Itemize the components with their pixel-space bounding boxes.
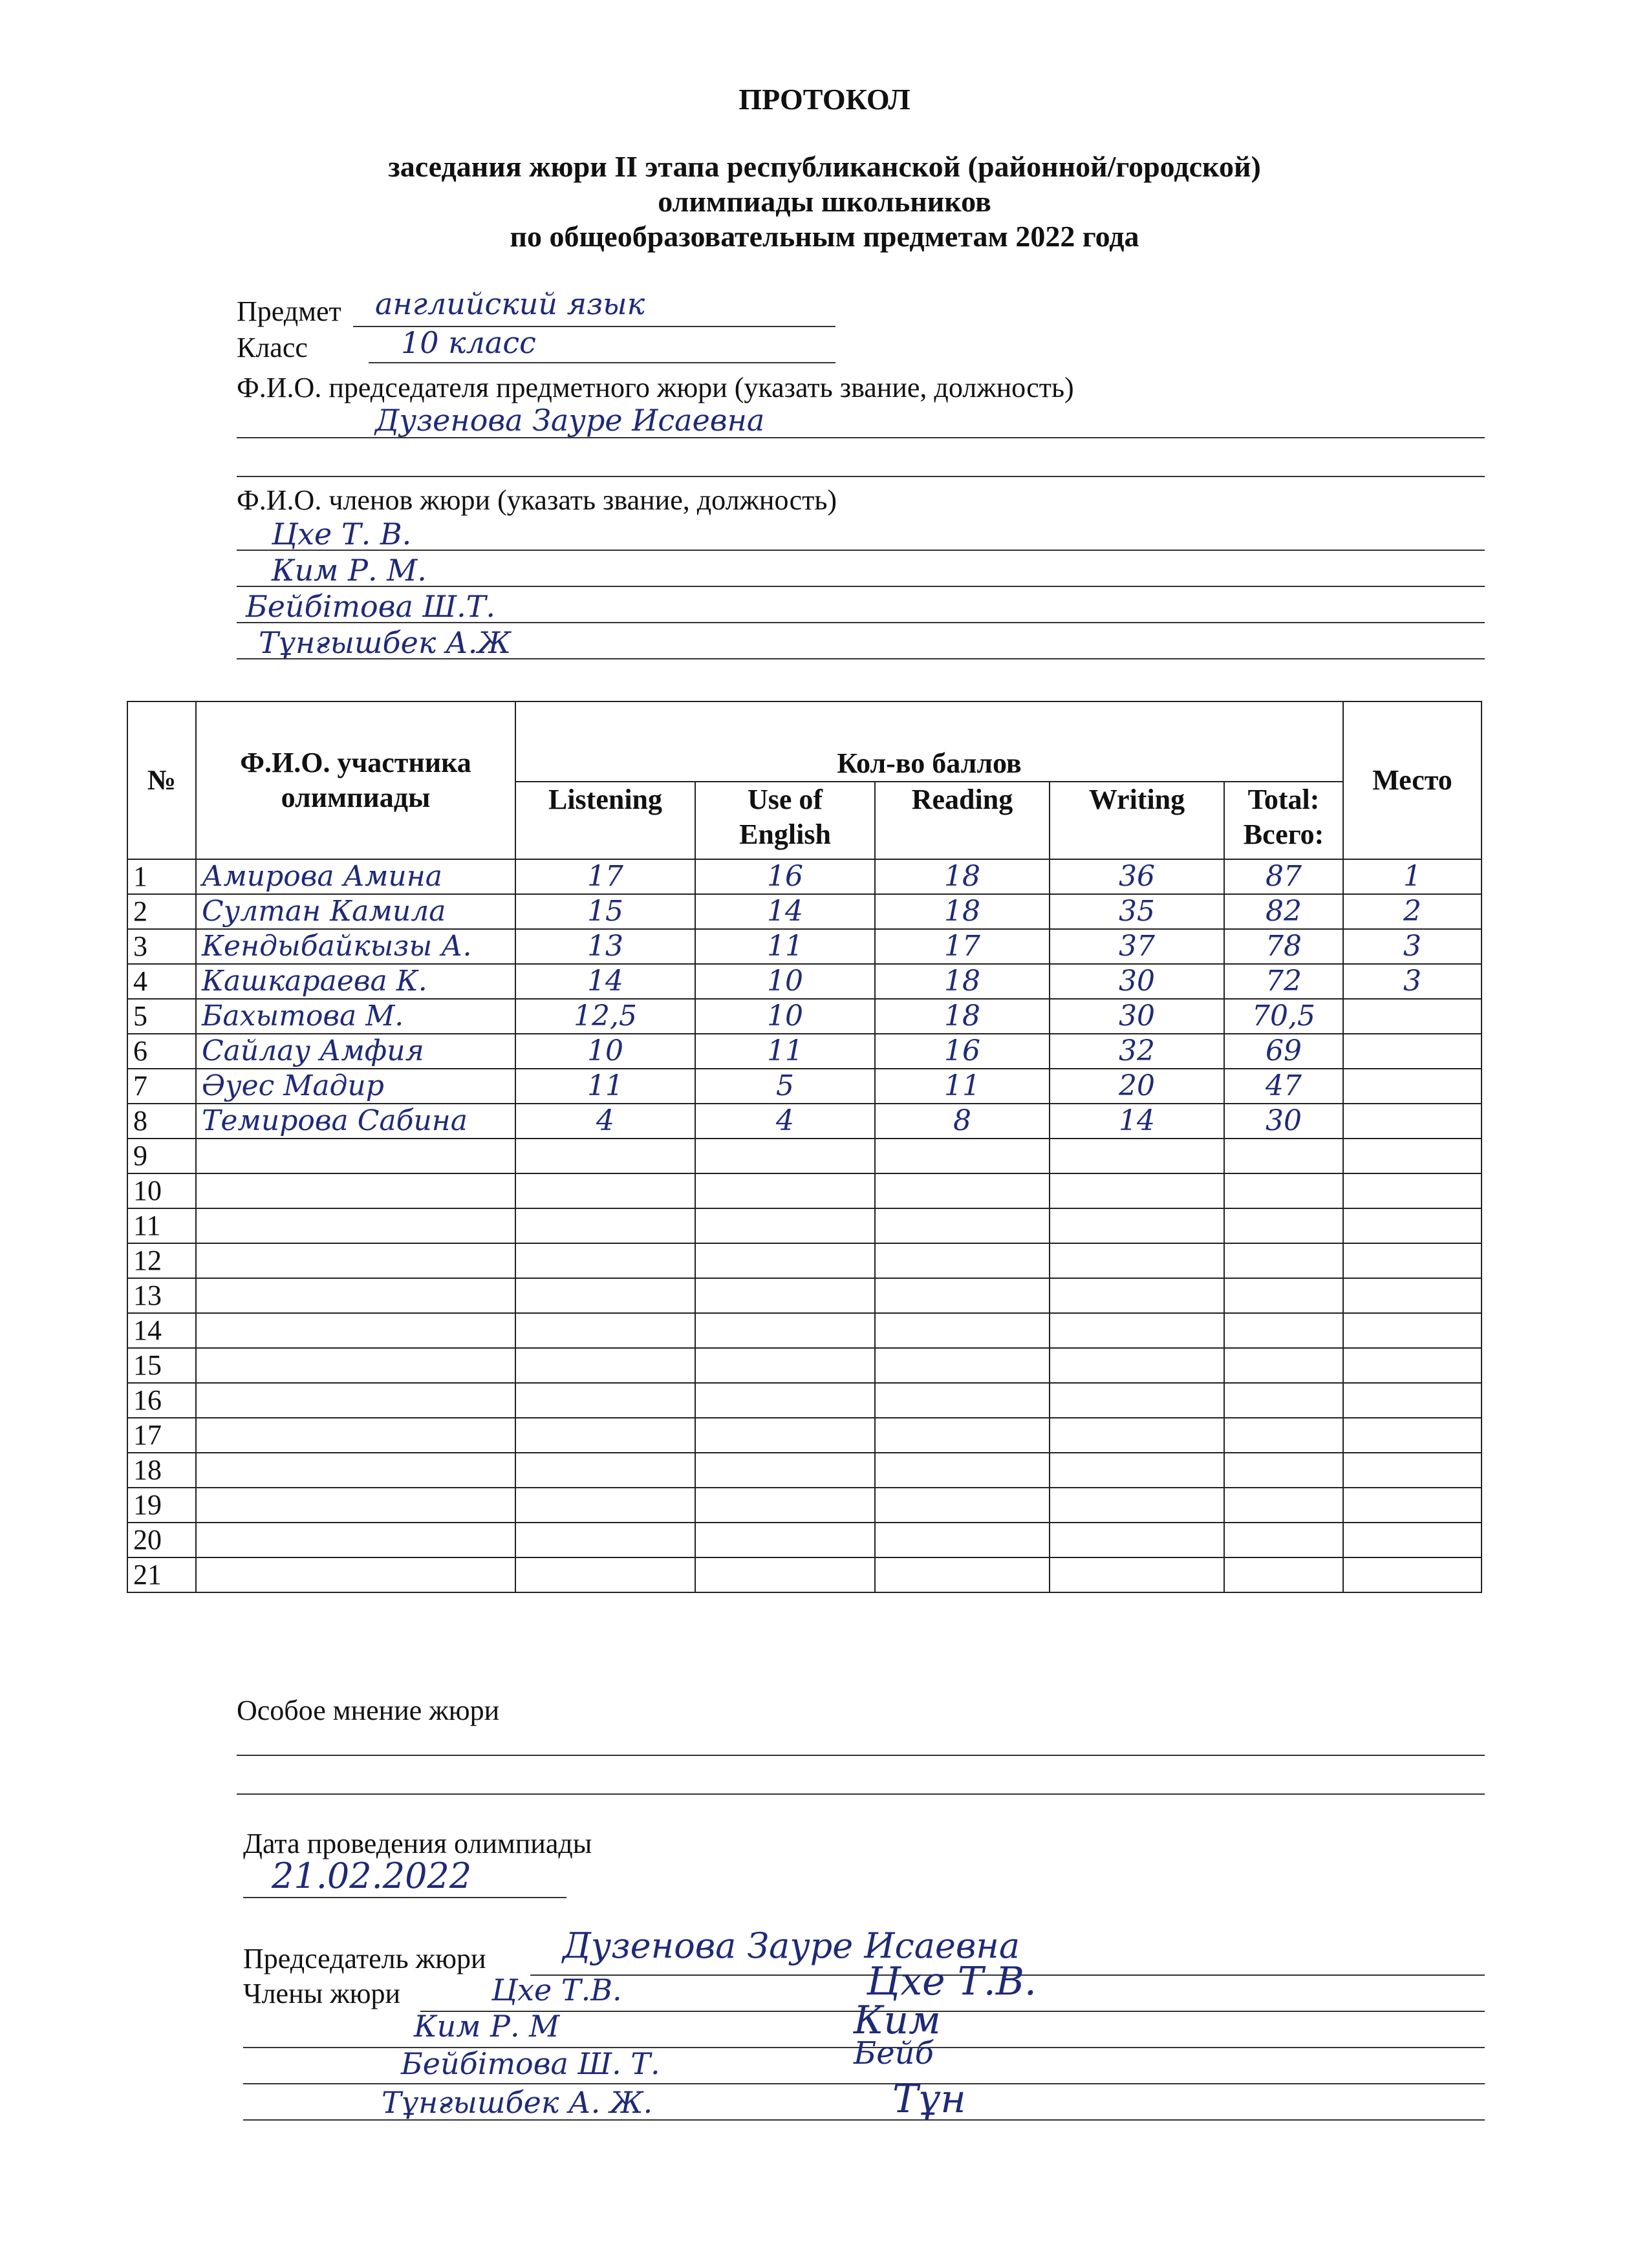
score-reading — [875, 1523, 1050, 1557]
score-reading: 16 — [875, 1034, 1050, 1069]
subject-value: английский язык — [375, 286, 645, 321]
score-writing — [1050, 1383, 1224, 1418]
footer-members-label: Члены жюри — [243, 1978, 401, 2009]
participant-name — [196, 1557, 515, 1592]
participant-name: Әуес Мадир — [196, 1069, 515, 1104]
place — [1343, 1034, 1482, 1069]
score-reading — [875, 1348, 1050, 1383]
participant-name — [196, 1139, 515, 1173]
header-writing: Writing — [1050, 782, 1224, 859]
place — [1343, 1069, 1482, 1104]
members-label: Ф.И.О. членов жюри (указать звание, должность) — [237, 484, 837, 516]
score-total: 87 — [1224, 859, 1343, 894]
score-listening: 10 — [515, 1034, 695, 1069]
score-total — [1224, 1348, 1343, 1383]
place — [1343, 1208, 1482, 1243]
score-use-of-english — [695, 1418, 875, 1453]
score-total — [1224, 1453, 1343, 1488]
member-2: Ким Р. М. — [272, 553, 427, 588]
score-use-of-english — [695, 1383, 875, 1418]
place — [1343, 1139, 1482, 1173]
score-listening: 13 — [515, 929, 695, 964]
score-listening — [515, 1488, 695, 1523]
score-total: 70,5 — [1224, 999, 1343, 1034]
participant-name — [196, 1453, 515, 1488]
class-line — [369, 362, 835, 363]
score-reading: 18 — [875, 894, 1050, 929]
row-number: 7 — [127, 1069, 196, 1104]
place — [1343, 1104, 1482, 1139]
footer-member-4: Тұнғышбек А. Ж. — [382, 2085, 653, 2120]
date-line — [243, 1897, 566, 1898]
table-row — [127, 999, 1482, 1034]
score-use-of-english — [695, 1557, 875, 1592]
score-total — [1224, 1278, 1343, 1313]
score-listening — [515, 1557, 695, 1592]
row-number: 20 — [127, 1523, 196, 1557]
row-number: 2 — [127, 894, 196, 929]
table-row — [127, 1453, 1482, 1488]
score-listening: 11 — [515, 1069, 695, 1104]
score-listening: 14 — [515, 964, 695, 999]
header-total: Total: Всего: — [1224, 782, 1343, 859]
score-listening — [515, 1453, 695, 1488]
score-total: 82 — [1224, 894, 1343, 929]
score-total: 47 — [1224, 1069, 1343, 1104]
header-num: № — [127, 701, 196, 859]
place — [1343, 1243, 1482, 1278]
subject-label: Предмет — [237, 295, 341, 327]
participant-name — [196, 1208, 515, 1243]
participant-name: Бахытова М. — [196, 999, 515, 1034]
score-writing: 37 — [1050, 929, 1224, 964]
score-use-of-english — [695, 1139, 875, 1173]
footer-chair-label: Председатель жюри — [243, 1943, 486, 1974]
member-1: Цхе Т. В. — [272, 517, 412, 551]
row-number: 21 — [127, 1557, 196, 1592]
row-number: 19 — [127, 1488, 196, 1523]
score-listening — [515, 1383, 695, 1418]
date-value: 21.02.2022 — [272, 1856, 472, 1896]
score-reading — [875, 1278, 1050, 1313]
score-reading — [875, 1488, 1050, 1523]
table-row — [127, 1034, 1482, 1069]
score-writing — [1050, 1557, 1224, 1592]
table-row — [127, 929, 1482, 964]
row-number: 15 — [127, 1348, 196, 1383]
score-reading: 8 — [875, 1104, 1050, 1139]
score-reading — [875, 1383, 1050, 1418]
header-listening: Listening — [515, 782, 695, 859]
table-row — [127, 1243, 1482, 1278]
chair-label: Ф.И.О. председателя предметного жюри (указать звание, должность) — [237, 372, 1074, 403]
score-reading: 11 — [875, 1069, 1050, 1104]
score-total — [1224, 1557, 1343, 1592]
participant-name — [196, 1523, 515, 1557]
header-place: Место — [1343, 701, 1482, 859]
score-use-of-english — [695, 1453, 875, 1488]
opinion-label: Особое мнение жюри — [237, 1695, 500, 1726]
class-value: 10 класс — [401, 325, 536, 360]
score-writing: 36 — [1050, 859, 1224, 894]
score-total — [1224, 1488, 1343, 1523]
row-number: 1 — [127, 859, 196, 894]
place: 3 — [1343, 929, 1482, 964]
score-reading — [875, 1557, 1050, 1592]
score-use-of-english: 11 — [695, 929, 875, 964]
score-writing — [1050, 1208, 1224, 1243]
signature-3: Бейб — [854, 2035, 934, 2071]
row-number: 13 — [127, 1278, 196, 1313]
place — [1343, 1523, 1482, 1557]
score-use-of-english: 14 — [695, 894, 875, 929]
footer-member-line-1 — [420, 2011, 1485, 2012]
score-use-of-english: 4 — [695, 1104, 875, 1139]
participant-name — [196, 1243, 515, 1278]
participant-name — [196, 1278, 515, 1313]
score-listening — [515, 1173, 695, 1208]
table-row — [127, 1383, 1482, 1418]
score-writing — [1050, 1173, 1224, 1208]
table-row — [127, 1523, 1482, 1557]
chair-value: Дузенова Зауре Исаевна — [375, 403, 765, 438]
place — [1343, 999, 1482, 1034]
score-writing — [1050, 1453, 1224, 1488]
score-listening: 17 — [515, 859, 695, 894]
score-writing: 20 — [1050, 1069, 1224, 1104]
member-line-2 — [237, 586, 1485, 587]
participant-name — [196, 1313, 515, 1348]
row-number: 9 — [127, 1139, 196, 1173]
score-writing — [1050, 1278, 1224, 1313]
place — [1343, 1313, 1482, 1348]
row-number: 10 — [127, 1173, 196, 1208]
place — [1343, 1278, 1482, 1313]
score-reading — [875, 1243, 1050, 1278]
score-listening — [515, 1208, 695, 1243]
row-number: 3 — [127, 929, 196, 964]
footer-member-line-3 — [243, 2083, 1485, 2084]
score-listening: 4 — [515, 1104, 695, 1139]
place — [1343, 1453, 1482, 1488]
participant-name: Кашкараева К. — [196, 964, 515, 999]
table-row — [127, 1278, 1482, 1313]
score-total: 69 — [1224, 1034, 1343, 1069]
member-line-3 — [237, 622, 1485, 623]
subtitle-line-3: по общеобразовательным предметам 2022 года — [510, 220, 1139, 253]
score-reading — [875, 1139, 1050, 1173]
member-line-4 — [237, 658, 1485, 659]
score-use-of-english — [695, 1348, 875, 1383]
score-listening — [515, 1418, 695, 1453]
row-number: 8 — [127, 1104, 196, 1139]
place: 1 — [1343, 859, 1482, 894]
table-row — [127, 964, 1482, 999]
score-listening — [515, 1313, 695, 1348]
score-use-of-english: 16 — [695, 859, 875, 894]
table-row — [127, 1418, 1482, 1453]
participant-name: Султан Камила — [196, 894, 515, 929]
score-listening: 12,5 — [515, 999, 695, 1034]
class-label: Класс — [237, 332, 308, 363]
place: 2 — [1343, 894, 1482, 929]
member-3: Бейбітова Ш.Т. — [246, 589, 495, 624]
footer-member-1: Цхе Т.В. — [491, 1973, 622, 2007]
signature-2: Ким — [854, 1998, 941, 2043]
table-row — [127, 1208, 1482, 1243]
header-use-of-english: Use of English — [695, 782, 875, 859]
score-listening — [515, 1523, 695, 1557]
score-total — [1224, 1243, 1343, 1278]
participant-name: Амирова Амина — [196, 859, 515, 894]
table-row — [127, 1488, 1482, 1523]
score-use-of-english — [695, 1173, 875, 1208]
score-reading: 17 — [875, 929, 1050, 964]
table-row — [127, 1313, 1482, 1348]
place — [1343, 1173, 1482, 1208]
score-use-of-english — [695, 1243, 875, 1278]
signature-1: Цхе Т.В. — [867, 1959, 1037, 2004]
score-reading — [875, 1208, 1050, 1243]
row-number: 14 — [127, 1313, 196, 1348]
footer-member-2: Ким Р. М — [414, 2009, 560, 2044]
place — [1343, 1488, 1482, 1523]
score-listening — [515, 1243, 695, 1278]
participant-name: Сайлау Амфия — [196, 1034, 515, 1069]
opinion-line-2 — [237, 1793, 1485, 1795]
table-row — [127, 1348, 1482, 1383]
participant-name: Темирова Сабина — [196, 1104, 515, 1139]
score-use-of-english: 11 — [695, 1034, 875, 1069]
header-name: Ф.И.О. участника олимпиады — [196, 701, 515, 859]
row-number: 5 — [127, 999, 196, 1034]
table-row — [127, 1069, 1482, 1104]
score-listening: 15 — [515, 894, 695, 929]
score-reading: 18 — [875, 859, 1050, 894]
participant-name: Кендыбайкызы А. — [196, 929, 515, 964]
row-number: 16 — [127, 1383, 196, 1418]
score-listening — [515, 1278, 695, 1313]
score-writing — [1050, 1523, 1224, 1557]
table-row — [127, 859, 1482, 894]
score-total: 30 — [1224, 1104, 1343, 1139]
row-number: 18 — [127, 1453, 196, 1488]
participant-name — [196, 1383, 515, 1418]
score-reading — [875, 1313, 1050, 1348]
footer-member-3: Бейбітова Ш. Т. — [401, 2046, 660, 2081]
score-writing — [1050, 1418, 1224, 1453]
row-number: 12 — [127, 1243, 196, 1278]
footer-chair-value: Дузенова Зауре Исаевна — [563, 1925, 1020, 1966]
score-listening — [515, 1348, 695, 1383]
subtitle-line-1: заседания жюри II этапа республиканской (районной/городской) — [388, 150, 1261, 183]
score-total — [1224, 1173, 1343, 1208]
member-4: Тұнғышбек А.Ж — [259, 625, 512, 660]
table-row — [127, 1139, 1482, 1173]
date-label: Дата проведения олимпиады — [243, 1828, 592, 1859]
footer-member-line-4 — [243, 2119, 1485, 2121]
chair-line-1 — [237, 437, 1485, 438]
score-total: 72 — [1224, 964, 1343, 999]
member-line-1 — [237, 550, 1485, 551]
participant-name — [196, 1173, 515, 1208]
score-writing: 32 — [1050, 1034, 1224, 1069]
header-scores-group: Кол-во баллов — [515, 701, 1343, 782]
score-total — [1224, 1208, 1343, 1243]
score-total — [1224, 1383, 1343, 1418]
score-reading — [875, 1418, 1050, 1453]
place — [1343, 1383, 1482, 1418]
row-number: 17 — [127, 1418, 196, 1453]
score-use-of-english — [695, 1313, 875, 1348]
place — [1343, 1418, 1482, 1453]
score-writing — [1050, 1348, 1224, 1383]
participant-name — [196, 1348, 515, 1383]
score-use-of-english: 10 — [695, 964, 875, 999]
score-reading — [875, 1173, 1050, 1208]
score-use-of-english: 5 — [695, 1069, 875, 1104]
score-use-of-english — [695, 1488, 875, 1523]
score-use-of-english — [695, 1523, 875, 1557]
score-writing — [1050, 1313, 1224, 1348]
table-row — [127, 1557, 1482, 1592]
score-use-of-english — [695, 1208, 875, 1243]
chair-line-2 — [237, 476, 1485, 477]
subtitle-line-2: олимпиады школьников — [658, 185, 991, 218]
score-writing: 30 — [1050, 964, 1224, 999]
score-writing — [1050, 1139, 1224, 1173]
score-total — [1224, 1418, 1343, 1453]
row-number: 11 — [127, 1208, 196, 1243]
score-total: 78 — [1224, 929, 1343, 964]
signature-4: Тұн — [892, 2077, 966, 2122]
row-number: 4 — [127, 964, 196, 999]
table-row — [127, 1173, 1482, 1208]
score-reading: 18 — [875, 964, 1050, 999]
score-total — [1224, 1313, 1343, 1348]
score-writing — [1050, 1488, 1224, 1523]
score-writing — [1050, 1243, 1224, 1278]
score-writing: 30 — [1050, 999, 1224, 1034]
place: 3 — [1343, 964, 1482, 999]
place — [1343, 1557, 1482, 1592]
place — [1343, 1348, 1482, 1383]
participant-name — [196, 1418, 515, 1453]
score-listening — [515, 1139, 695, 1173]
score-total — [1224, 1523, 1343, 1557]
score-total — [1224, 1139, 1343, 1173]
table-row — [127, 894, 1482, 929]
score-writing: 35 — [1050, 894, 1224, 929]
score-use-of-english: 10 — [695, 999, 875, 1034]
page-title: ПРОТОКОЛ — [738, 83, 911, 116]
score-reading: 18 — [875, 999, 1050, 1034]
score-use-of-english — [695, 1278, 875, 1313]
header-reading: Reading — [875, 782, 1050, 859]
score-writing: 14 — [1050, 1104, 1224, 1139]
participant-name — [196, 1488, 515, 1523]
table-row — [127, 1104, 1482, 1139]
row-number: 6 — [127, 1034, 196, 1069]
results-table — [127, 701, 1482, 1593]
score-reading — [875, 1453, 1050, 1488]
opinion-line-1 — [237, 1755, 1485, 1756]
